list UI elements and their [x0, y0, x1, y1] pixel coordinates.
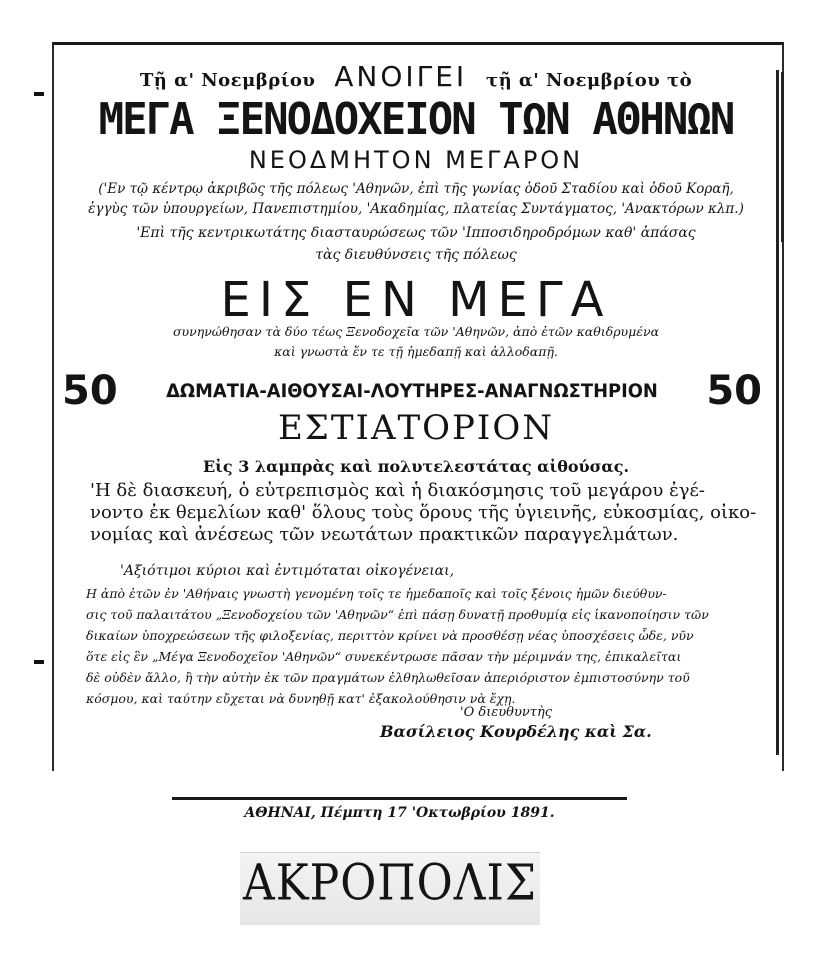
- location-line: ἐγγὺς τῶν ὑπουργείων, Πανεπιστημίου, 'Ακαδημίας, πλατείας Συντάγματος, 'Ανακτόρων κλπ.): [88, 201, 744, 217]
- body-line: δικαίων ὑποχρεώσεων τῆς φιλοξενίας, περιττὸν κρίνει νὰ προσθέσῃ νέας ὑποσχέσεις ὧδε, νῦν: [86, 628, 694, 643]
- merger-title: ΕΙΣ ΕΝ ΜΕΓΑ: [220, 272, 612, 328]
- construction-line: νομίας καὶ ἀνέσεως τῶν νεωτάτων πρακτικῶν παραγγελμάτων.: [90, 524, 679, 545]
- dateline: ΑΘΗΝΑΙ, Πέμπτη 17 'Οκτωβρίου 1891.: [244, 805, 555, 821]
- tram-line: τὰς διευθύνσεις τῆς πόλεως: [315, 247, 517, 263]
- halls-line: Εἰς 3 λαμπρὰς καὶ πολυτελεστάτας αἰθούσας.: [202, 457, 630, 476]
- hotel-subtitle: ΝΕΟΔΜΗΤΟΝ ΜΕΓΑΡΟΝ: [248, 146, 584, 174]
- construction-line: νοντο ἐκ θεμελίων καθ' ὅλους τοὺς ὅρους τῆς ὑγιεινῆς, εὐκοσμίας, οἰκο-: [90, 502, 757, 523]
- opening-date-left: Τῇ α' Νοεμβρίου: [139, 70, 316, 91]
- merger-line: καὶ γνωστὰ ἔν τε τῇ ἡμεδαπῇ καὶ ἀλλοδαπῇ.: [274, 344, 558, 359]
- merger-line: συνηνώθησαν τὰ δύο τέως Ξενοδοχεῖα τῶν 'Αθηνῶν, ἀπὸ ἐτῶν καθιδρυμένα: [172, 324, 660, 339]
- salutation: 'Αξιότιμοι κύριοι καὶ ἐντιμόταται οἰκογένειαι,: [120, 563, 455, 579]
- dateline-rule: [172, 797, 627, 800]
- newspaper-masthead: ΑΚΡΟΠΟΛΙΣ: [242, 854, 538, 913]
- opening-line: [58, 60, 774, 93]
- rooms-count-left: 50: [62, 368, 118, 414]
- construction-line: 'Η δὲ διασκευή, ὁ εὐτρεπισμὸς καὶ ἡ διακόσμησις τοῦ μεγάρου ἐγέ-: [90, 480, 705, 501]
- body-line: Η ἀπὸ ἐτῶν ἐν 'Αθήναις γνωστὴ γενομένη τοῖς τε ἡμεδαποῖς καὶ τοῖς ξένοις ἡμῶν διεύθυν-: [86, 586, 667, 601]
- hotel-name: ΜΕΓΑ ΞΕΝΟΔΟΧΕΙΟΝ ΤΩΝ ΑΘΗΝΩΝ: [98, 94, 734, 145]
- column-rule: [776, 70, 779, 755]
- margin-tick: [34, 660, 44, 664]
- body-line: ὅτε εἰς ἓν „Μέγα Ξενοδοχεῖον 'Αθηνῶν“ συνεκέντρωσε πᾶσαν τὴν μέριμνάν της, ἐπικαλεῖται: [86, 649, 682, 664]
- margin-tick: [34, 92, 44, 96]
- adjacent-column-edge: [781, 72, 802, 242]
- opening-date-right: τῇ α' Νοεμβρίου τὸ: [485, 70, 693, 91]
- rooms-count-right: 50: [706, 368, 762, 414]
- body-line: δὲ οὐδὲν ἄλλο, ἢ τὴν αὐτὴν ἐκ τῶν πραγμάτων ἐλθηλωθεῖσαν ἀπεριόριστον ἐμπιστοσύνην τοῦ: [86, 670, 690, 685]
- tram-line: 'Επὶ τῆς κεντρικωτάτης διασταυρώσεως τῶν 'Ιπποσιδηροδρόμων καθ' ἁπάσας: [136, 225, 696, 241]
- signature-role: 'Ο διευθυντὴς: [460, 705, 553, 720]
- restaurant-heading: ΕΣΤΙΑΤΟΡΙΟΝ: [277, 408, 554, 448]
- signature-name: Βασίλειος Κουρδέλης καὶ Σα.: [380, 722, 652, 741]
- opening-verb: ΑΝΟΙΓΕΙ: [334, 60, 468, 93]
- location-line: ('Εν τῷ κέντρῳ ἀκριβῶς τῆς πόλεως 'Αθηνῶν, ἐπὶ τῆς γωνίας ὁδοῦ Σταδίου καὶ ὁδοῦ Κοραῆ,: [98, 181, 734, 197]
- body-line: κόσμου, καὶ ταύτην εὔχεται νὰ δυνηθῇ κατ' ἐξακολούθησιν νὰ ἔχῃ.: [86, 691, 516, 706]
- body-line: σις τοῦ παλαιτάτου „Ξενοδοχείου τῶν 'Αθηνῶν“ ἐπὶ πάσῃ δυνατῇ προθυμίᾳ εἰς ἱκανοποίησιν τῶν: [86, 607, 709, 622]
- rooms-amenities: ΔΩΜΑΤΙΑ-ΑΙΘΟΥΣΑΙ-ΛΟΥΤΗΡΕΣ-ΑΝΑΓΝΩΣΤΗΡΙΟΝ: [166, 380, 658, 402]
